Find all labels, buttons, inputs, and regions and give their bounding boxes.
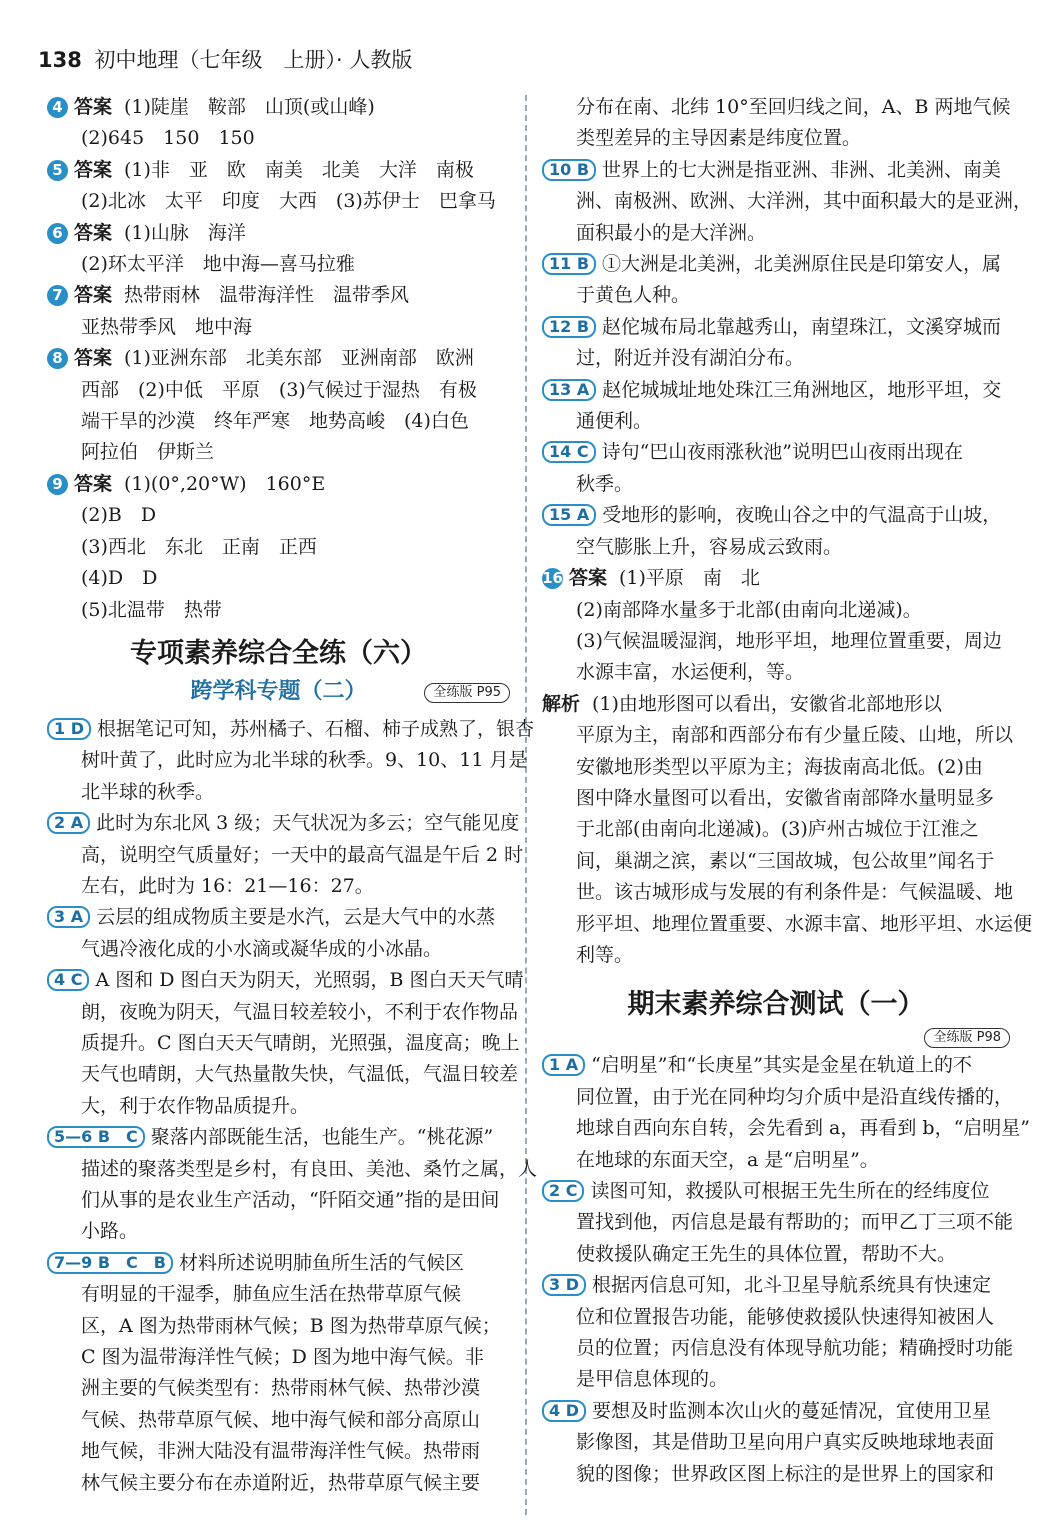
line-text: 世界上的七大洲是指亚洲、非洲、北美洲、南美 — [602, 158, 1002, 181]
text-line — [542, 312, 1010, 343]
page-number: 138 — [38, 48, 82, 72]
text-line — [47, 777, 510, 808]
text-line — [47, 1122, 510, 1153]
answer-keyword: 答案 — [569, 567, 608, 590]
answer-label: 1 A — [542, 1054, 585, 1076]
text-line — [542, 909, 1033, 940]
line-text: (1)由地形图可以看出，安徽省北部地形以 — [592, 692, 942, 715]
answer-label: 2 C — [542, 1180, 584, 1202]
text-line — [47, 871, 510, 902]
text-line — [542, 343, 1010, 374]
text-line — [542, 1239, 1010, 1270]
line-text: 云层的组成物质主要是水汽，云是大气中的水蒸 — [96, 906, 496, 929]
text-line — [47, 406, 510, 437]
text-line — [542, 469, 1010, 500]
answer-block — [542, 92, 1033, 971]
subtitle-text: 跨学科专题（二） — [190, 678, 367, 704]
text-line — [47, 714, 534, 745]
question-number-badge: 16 — [542, 569, 563, 588]
line-text: (2)北冰 太平 印度 大西 (3)苏伊士 巴拿马 — [81, 190, 496, 213]
line-text: 过，附近并没有湖泊分布。 — [576, 347, 805, 370]
line-text: 有明显的干湿季，肺鱼应生活在热带草原气候 — [81, 1283, 462, 1306]
line-text: 空气膨胀上升，容易成云致雨。 — [576, 535, 843, 558]
text-line — [47, 808, 520, 839]
text-line — [542, 940, 1010, 971]
text-line — [47, 1028, 520, 1059]
text-line — [47, 1373, 510, 1404]
text-line — [47, 997, 519, 1028]
line-text: 西部 (2)中低 平原 (3)气候过于湿热 有极 — [81, 378, 477, 401]
line-text: 是甲信息体现的。 — [576, 1368, 729, 1391]
text-line — [47, 186, 510, 217]
line-text: 气遇冷液化成的小水滴或凝华成的小冰晶。 — [81, 937, 443, 960]
line-text: 树叶黄了，此时应为北半球的秋季。9、10、11 月是 — [81, 749, 528, 772]
answer-label: 11 B — [542, 253, 596, 275]
line-text: 高，说明空气质量好；一天中的最高气温是午后 2 时 — [81, 843, 524, 866]
answer-label: 3 D — [542, 1274, 586, 1296]
answer-label: 4 C — [47, 969, 89, 991]
text-line — [542, 626, 1010, 657]
reference-badge: 全练版 P95 — [424, 683, 510, 703]
text-line — [542, 752, 1010, 783]
line-text: 根据丙信息可知，北斗卫星导航系统具有快速定 — [591, 1274, 991, 1297]
text-line — [542, 1270, 1010, 1301]
line-text: 洲、南极洲、欧洲、大洋洲，其中面积最大的是亚洲， — [576, 190, 1033, 213]
answer-keyword: 答案 — [74, 347, 113, 370]
line-text: (1)亚洲东部 北美东部 亚洲南部 欧洲 — [124, 347, 474, 370]
text-line — [47, 1248, 510, 1279]
line-text: 质提升。C 图白天天气晴朗，光照强，温度高；晚上 — [81, 1031, 520, 1054]
text-line — [47, 595, 510, 626]
line-text: “启明星”和“长庚星”其实是金星在轨道上的不 — [591, 1054, 972, 1077]
line-text: 读图可知，救援队可根据王先生所在的经纬度位 — [590, 1180, 990, 1202]
text-line — [542, 437, 1010, 468]
line-text: 朗，夜晚为阴天，气温日较差较小，不利于农作物品 — [81, 1000, 519, 1023]
line-text: (5)北温带 热带 — [81, 598, 222, 621]
line-text: (1)山脉 海洋 — [124, 221, 246, 244]
line-text: 于黄色人种。 — [576, 284, 691, 307]
answer-label: 3 A — [47, 906, 90, 928]
text-line — [47, 155, 510, 186]
text-line — [47, 1468, 510, 1499]
text-line — [47, 437, 510, 468]
text-line — [542, 1050, 1010, 1081]
text-line — [47, 500, 510, 531]
answer-label: 7—9 B C B — [47, 1252, 173, 1274]
line-text: 地球自西向东自转，会先看到 a，再看到 b，“启明星” — [576, 1117, 1030, 1140]
line-text: 间，巢湖之滨，素以“三国故城，包公故里”闻名于 — [576, 849, 995, 872]
text-line — [542, 814, 1010, 845]
text-line — [47, 92, 510, 123]
text-line — [47, 1405, 510, 1436]
text-line — [47, 1342, 510, 1373]
text-line — [47, 532, 510, 563]
reference-badge-row — [542, 1025, 1010, 1048]
text-line — [542, 155, 1010, 186]
line-text: (1)陡崖 鞍部 山顶(或山峰) — [124, 96, 375, 118]
text-line — [47, 965, 524, 996]
question-number-badge: 7 — [47, 285, 68, 306]
section-title: 专项素养综合全练（六） — [130, 637, 427, 669]
line-text: 赵佗城布局北靠越秀山，南望珠江，文溪穿城而 — [602, 315, 1002, 338]
line-text: 秋季。 — [576, 472, 634, 495]
line-text: 在地球的东面天空，a 是“启明星”。 — [576, 1148, 879, 1171]
text-line — [542, 1333, 1014, 1364]
line-text: (1)非 亚 欧 南美 北美 大洋 南极 — [124, 158, 474, 181]
text-line — [542, 1145, 1010, 1176]
line-text: 材料所述说明肺鱼所生活的气候区 — [178, 1251, 464, 1274]
text-line — [47, 1185, 510, 1216]
line-text: 洲主要的气候类型有：热带雨林气候、热带沙漠 — [81, 1377, 481, 1400]
text-line — [542, 1302, 1010, 1333]
line-text: 描述的聚落类型是乡村，有良田、美池、桑竹之属，人 — [81, 1157, 538, 1180]
text-line — [47, 218, 510, 249]
question-number-badge: 4 — [47, 97, 68, 118]
reference-badge: 全练版 P98 — [924, 1028, 1010, 1048]
line-text: 受地形的影响，夜晚山谷之中的气温高于山坡， — [602, 504, 1002, 527]
line-text: 面积最小的是大洋洲。 — [576, 221, 767, 244]
text-line — [47, 934, 510, 965]
text-line — [542, 218, 1010, 249]
text-line — [542, 280, 1010, 311]
text-line — [542, 1364, 1010, 1395]
text-line — [47, 745, 528, 776]
line-text: 亚热带季风 地中海 — [81, 315, 253, 338]
text-line — [47, 1279, 510, 1310]
text-line — [47, 249, 510, 280]
line-text: (3)西北 东北 正南 正西 — [81, 535, 317, 558]
line-text: 图中降水量图可以看出，安徽省南部降水量明显多 — [576, 786, 995, 809]
line-text: ①大洲是北美洲，北美洲原住民是印第安人，属 — [602, 253, 1002, 276]
line-text: 影像图，其是借助卫星向用户真实反映地球地表面 — [576, 1431, 995, 1454]
answer-label: 2 A — [47, 812, 90, 834]
text-line — [542, 123, 1010, 154]
column-divider — [525, 95, 527, 1515]
answer-label: 5—6 B C — [47, 1126, 145, 1148]
text-line — [542, 783, 1010, 814]
text-line — [542, 846, 1010, 877]
text-line — [47, 1311, 510, 1342]
line-text: 端干旱的沙漠 终年严寒 地势高峻 (4)白色 — [81, 410, 469, 433]
text-line — [542, 1396, 1010, 1427]
line-text: 要想及时监测本次山火的蔓延情况，宜使用卫星 — [591, 1399, 991, 1422]
question-number-badge: 6 — [47, 223, 68, 244]
text-line — [542, 877, 1014, 908]
line-text: (2)645 150 150 — [81, 127, 255, 150]
text-line — [542, 186, 1033, 217]
answer-keyword: 解析 — [542, 692, 581, 715]
text-line — [47, 280, 510, 311]
text-line — [47, 1091, 510, 1122]
text-line — [47, 375, 510, 406]
question-number-badge: 9 — [47, 474, 68, 495]
line-text: (1)(0°,20°W) 160°E — [124, 472, 326, 495]
line-text: 热带雨林 温带海洋性 温带季风 — [124, 284, 410, 307]
text-line — [542, 500, 1010, 531]
line-text: 左右，此时为 16：21—16：27。 — [81, 874, 374, 897]
text-line — [542, 1113, 1030, 1144]
text-line — [47, 1436, 510, 1467]
answer-keyword: 答案 — [74, 221, 113, 244]
text-line — [542, 375, 1010, 406]
text-line — [47, 312, 510, 343]
line-text: 类型差异的主导因素是纬度位置。 — [576, 127, 862, 150]
text-line — [47, 1059, 519, 1090]
text-line — [47, 1154, 538, 1185]
text-line — [542, 532, 1010, 563]
line-text: 水源丰富，水运便利，等。 — [576, 661, 805, 684]
line-text: (1)平原 南 北 — [619, 567, 760, 590]
text-line — [542, 1176, 1010, 1207]
line-text: C 图为温带海洋性气候；D 图为地中海气候。非 — [81, 1346, 484, 1369]
question-number-badge: 5 — [47, 160, 68, 181]
line-text: 分布在南、北纬 10°至回归线之间，A、B 两地气候 — [576, 96, 1011, 118]
line-text: 林气候主要分布在赤道附近，热带草原气候主要 — [81, 1471, 481, 1494]
answer-keyword: 答案 — [74, 158, 113, 181]
answer-block — [47, 92, 510, 626]
text-line — [47, 840, 524, 871]
line-text: 气候、热带草原气候、地中海气候和部分高原山 — [81, 1408, 481, 1431]
text-line — [542, 563, 1010, 594]
line-text: 利等。 — [576, 943, 634, 966]
line-text: 聚落内部既能生活，也能生产。“桃花源” — [150, 1126, 494, 1149]
line-text: 世。该古城形成与发展的有利条件是：气候温暖、地 — [576, 881, 1014, 904]
line-text: 大，利于农作物品质提升。 — [81, 1094, 310, 1117]
line-text: (2)南部降水量多于北部(由南向北递减)。 — [576, 598, 922, 621]
answer-block — [542, 1050, 1030, 1490]
text-line — [542, 657, 1010, 688]
line-text: 于北部(由南向北递减)。(3)庐州古城位于江淮之 — [576, 818, 979, 841]
text-line — [47, 343, 510, 374]
book-title: 初中地理（七年级 上册）· 人教版 — [94, 48, 413, 72]
text-line — [542, 92, 1010, 123]
answer-label: 14 C — [542, 441, 596, 463]
left-column — [47, 92, 538, 1499]
text-line — [47, 123, 510, 154]
line-text: 阿拉伯 伊斯兰 — [81, 441, 215, 464]
answer-keyword: 答案 — [74, 472, 113, 495]
line-text: 此时为东北风 3 级；天气状况为多云；空气能见度 — [96, 812, 520, 835]
text-line — [47, 563, 510, 594]
text-line — [47, 469, 510, 500]
text-line — [542, 689, 1010, 720]
line-text: (2)B D — [81, 504, 157, 527]
answer-label: 15 A — [542, 504, 596, 526]
answer-keyword: 答案 — [74, 96, 113, 118]
section-subtitle — [47, 676, 510, 708]
text-line — [542, 595, 1010, 626]
line-text: 置找到他，丙信息是最有帮助的；而甲乙丁三项不能 — [576, 1211, 1014, 1234]
line-text: 安徽地形类型以平原为主；海拔南高北低。(2)由 — [576, 755, 983, 778]
line-text: 赵佗城城址地处珠江三角洲地区，地形平坦，交 — [602, 378, 1002, 401]
page-header — [38, 44, 412, 74]
line-text: 同位置，由于光在同种均匀介质中是沿直线传播的， — [576, 1085, 1014, 1108]
line-text: 貌的图像；世界政区图上标注的是世界上的国家和 — [576, 1462, 995, 1485]
answer-label: 13 A — [542, 379, 596, 401]
text-line — [542, 1459, 1010, 1490]
text-line — [542, 406, 1010, 437]
line-text: 平原为主，南部和西部分布有少量丘陵、山地，所以 — [576, 724, 1014, 747]
text-line — [542, 249, 1010, 280]
text-line — [542, 1427, 1010, 1458]
line-text: 地气候，非洲大陆没有温带海洋性气候。热带雨 — [81, 1440, 481, 1463]
line-text: (4)D D — [81, 567, 158, 590]
answer-label: 12 B — [542, 316, 596, 338]
answer-label: 10 B — [542, 159, 596, 181]
line-text: (2)环太平洋 地中海—喜马拉雅 — [81, 253, 355, 276]
line-text: 区，A 图为热带雨林气候；B 图为热带草原气候； — [81, 1314, 501, 1337]
line-text: 小路。 — [81, 1220, 139, 1243]
right-column — [542, 92, 1033, 1490]
line-text: 诗句“巴山夜雨涨秋池”说明巴山夜雨出现在 — [601, 441, 964, 464]
line-text: 天气也晴朗，大气热量散失快，气温低，气温日较差 — [81, 1063, 519, 1086]
answer-block — [47, 714, 538, 1499]
text-line — [542, 720, 1014, 751]
answer-label: 4 D — [542, 1400, 586, 1422]
line-text: 北半球的秋季。 — [81, 780, 215, 803]
answer-keyword: 答案 — [74, 284, 113, 307]
question-number-badge: 8 — [47, 348, 68, 369]
text-line — [47, 902, 510, 933]
text-line — [542, 1082, 1014, 1113]
answer-label: 1 D — [47, 718, 91, 740]
section-title: 期末素养综合测试（一） — [627, 989, 925, 1021]
line-text: 形平坦、地理位置重要、水源丰富、地形平坦、水运便 — [576, 912, 1033, 935]
line-text: 通便利。 — [576, 410, 653, 433]
line-text: 们从事的是农业生产活动，“阡陌交通”指的是田间 — [81, 1189, 500, 1211]
line-text: 使救援队确定王先生的具体位置，帮助不大。 — [576, 1242, 957, 1265]
line-text: (3)气候温暖湿润，地形平坦，地理位置重要，周边 — [576, 629, 1002, 652]
line-text: 根据笔记可知，苏州橘子、石榴、柿子成熟了，银杏 — [96, 717, 534, 740]
text-line — [47, 1216, 510, 1247]
line-text: 员的位置；丙信息没有体现导航功能；精确授时功能 — [576, 1337, 1014, 1360]
line-text: A 图和 D 图白天为阴天，光照弱，B 图白天天气晴 — [95, 969, 524, 992]
text-line — [542, 1207, 1014, 1238]
line-text: 位和位置报告功能，能够使救援队快速得知被困人 — [576, 1305, 995, 1328]
